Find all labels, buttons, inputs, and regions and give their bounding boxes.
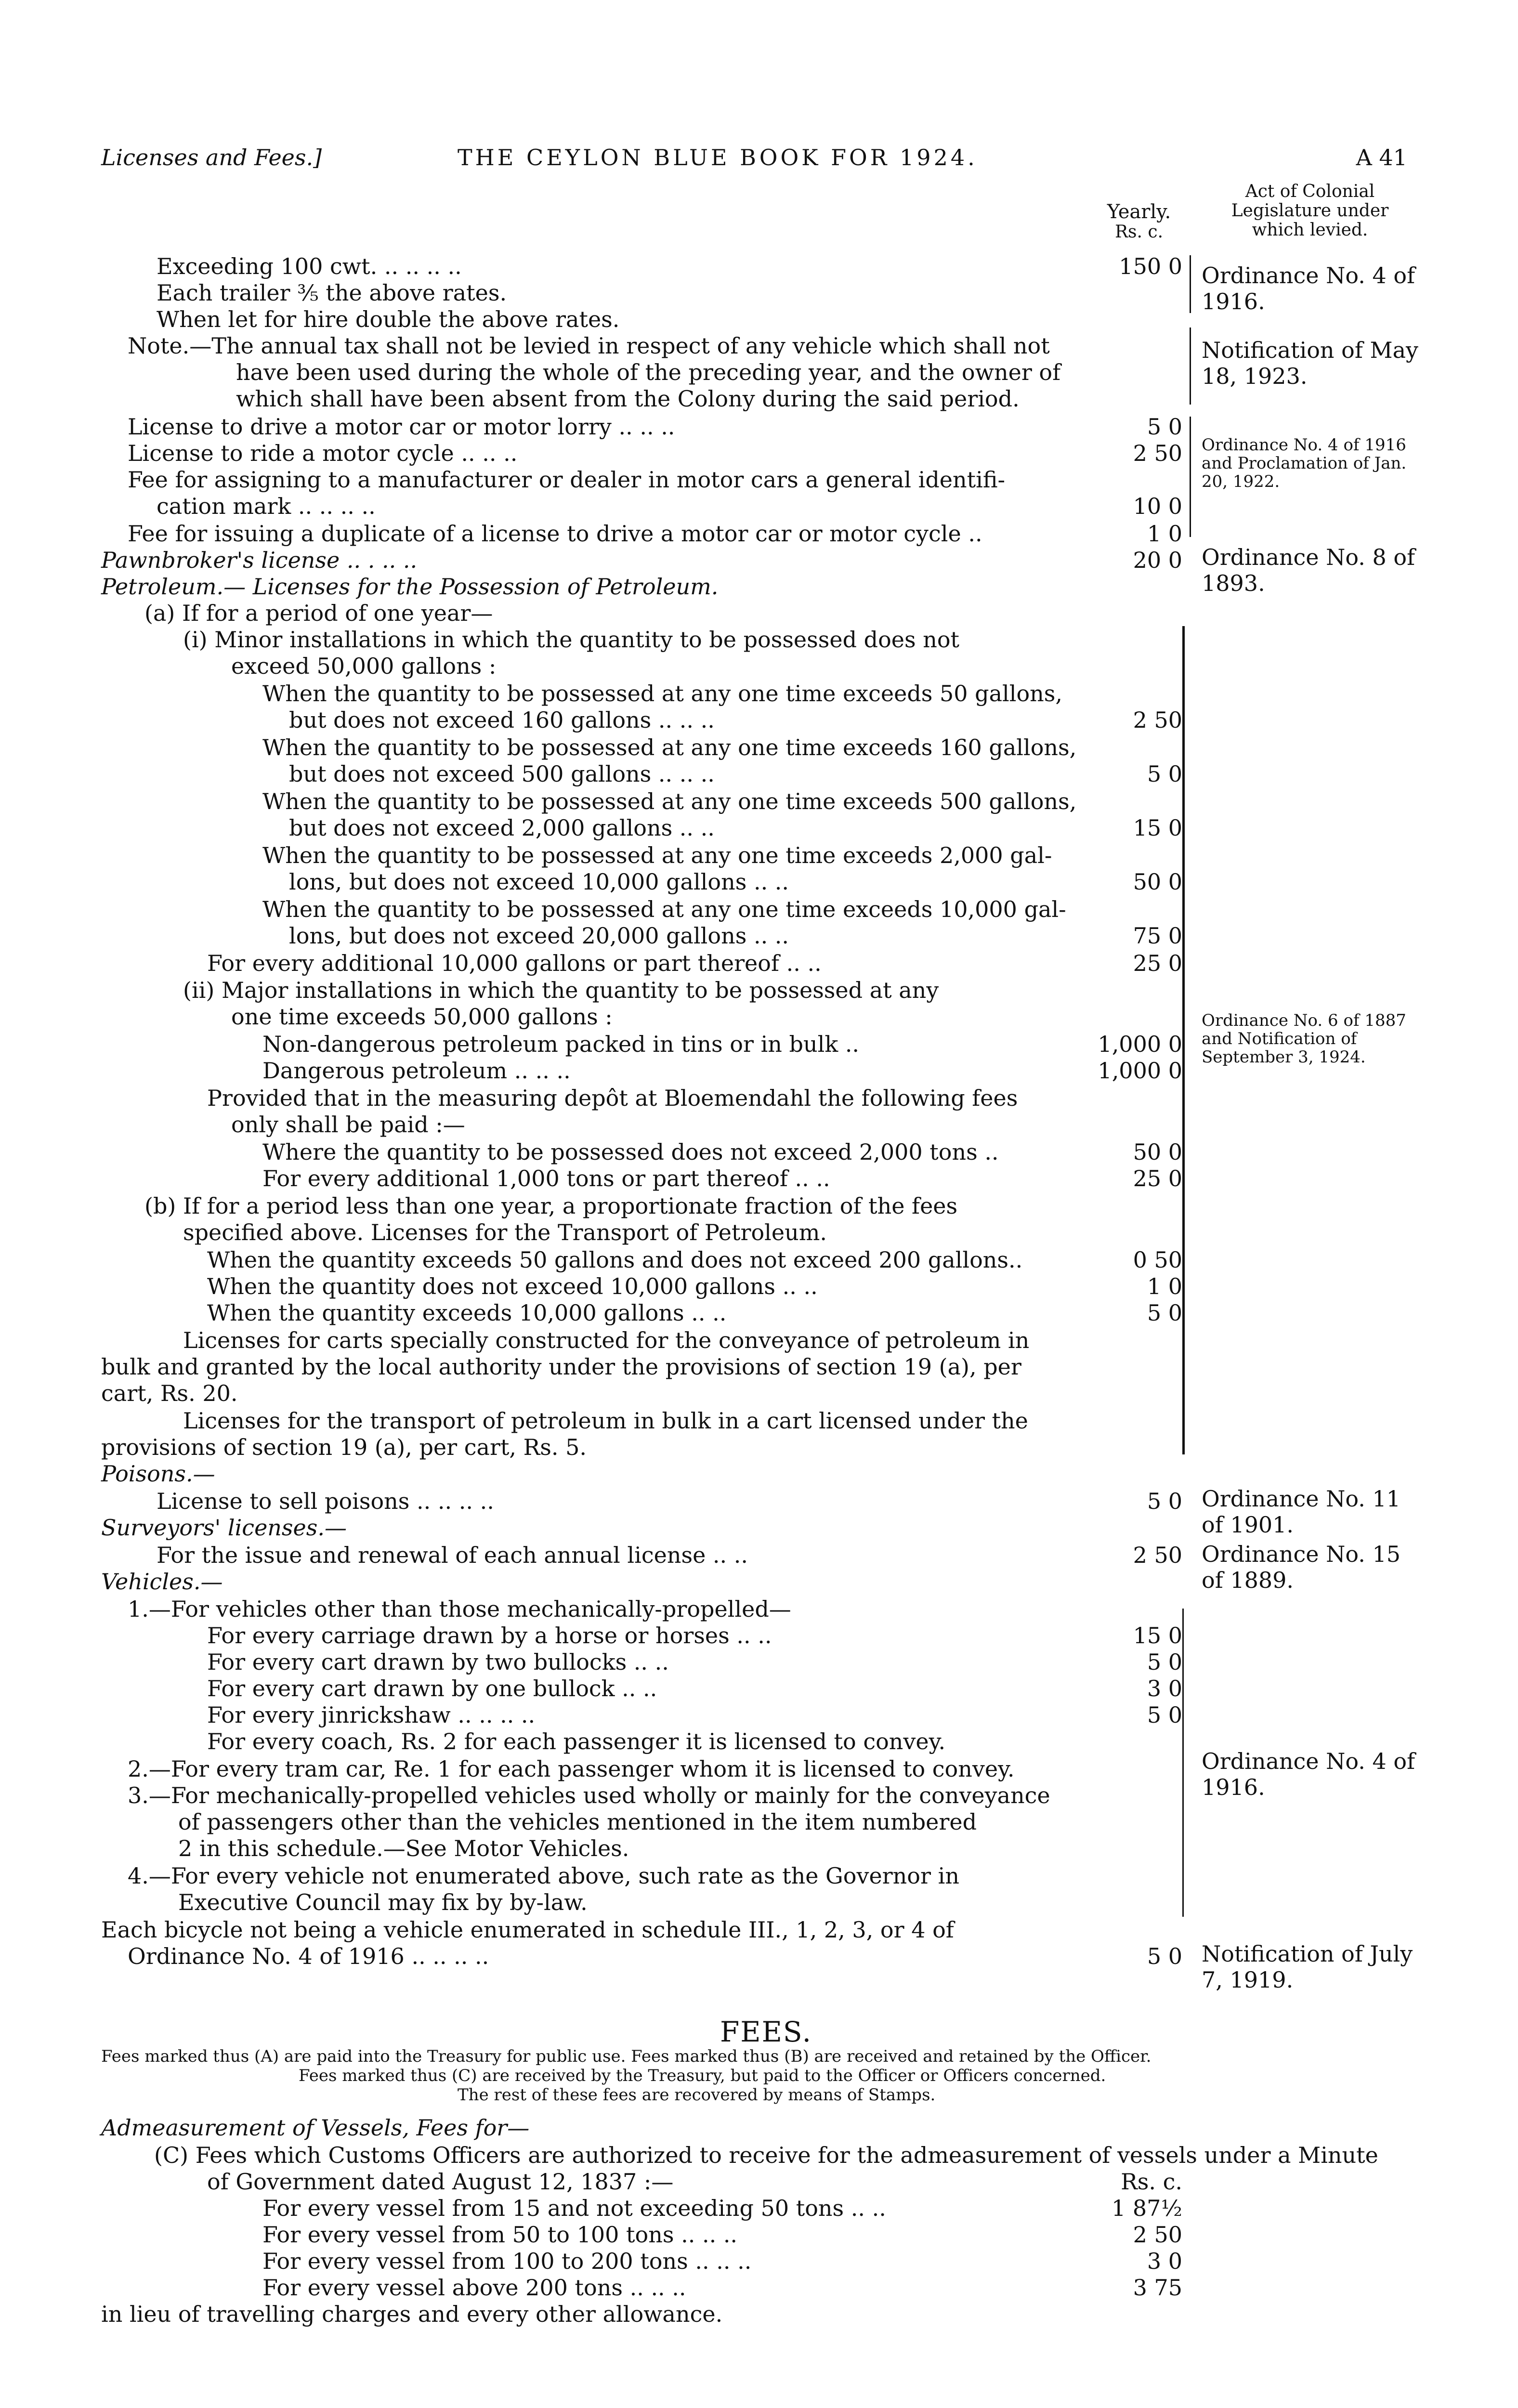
amount-value: 15 0 (1133, 1623, 1182, 1649)
amount-value: 15 0 (1133, 815, 1182, 841)
schedule-line: 2.—For every tram car, Re. 1 for each passenger whom it is licensed to convey. (128, 1756, 1015, 1782)
schedule-line: Fee for assigning to a manufacturer or dealer in motor cars a general identifi- (128, 467, 1006, 493)
amount-value: 1 0 (1147, 1273, 1182, 1299)
schedule-line: For every vessel from 15 and not exceeding 50 tons .. .. (262, 2195, 886, 2221)
schedule-line: 3.—For mechanically-propelled vehicles used wholly or mainly for the conveyance (128, 1782, 1050, 1808)
schedule-line: (b) If for a period less than one year, a proportionate fraction of the fees (144, 1193, 958, 1219)
schedule-line: For the issue and renewal of each annual license .. .. (157, 1542, 748, 1568)
schedule-line: of Government dated August 12, 1837 :— (207, 2169, 674, 2195)
amount-value: 50 0 (1133, 1139, 1182, 1165)
schedule-line: but does not exceed 2,000 gallons .. .. (289, 815, 715, 841)
schedule-line: When the quantity to be possessed at any one time exceeds 10,000 gal- (262, 896, 1066, 922)
page-number: A 41 (1356, 144, 1407, 170)
amount-value: 50 0 (1133, 869, 1182, 895)
schedule-line: When the quantity to be possessed at any one time exceeds 2,000 gal- (262, 842, 1052, 868)
column-heading-yearly: Yearly. (1107, 201, 1171, 223)
authority-citation: Ordinance No. 4 of 1916. (1202, 262, 1415, 314)
schedule-line: 1.—For vehicles other than those mechanically-propelled— (128, 1596, 791, 1622)
schedule-line: When the quantity does not exceed 10,000 gallons .. .. (207, 1273, 818, 1299)
schedule-line: Vehicles.— (101, 1569, 223, 1595)
amount-value: 75 0 (1133, 923, 1182, 949)
schedule-line: When the quantity to be possessed at any one time exceeds 50 gallons, (262, 681, 1062, 707)
schedule-line: For every vessel above 200 tons .. .. .. (262, 2275, 686, 2301)
schedule-line: Dangerous petroleum .. .. .. (262, 1058, 571, 1084)
authority-citation: Notification of July 7, 1919. (1202, 1941, 1413, 1993)
schedule-line: For every carriage drawn by a horse or horses .. .. (207, 1623, 772, 1649)
schedule-line: Each bicycle not being a vehicle enumerated in schedule III., 1, 2, 3, or 4 of (101, 1917, 954, 1943)
schedule-line: 2 in this schedule.—See Motor Vehicles. (178, 1835, 629, 1861)
authority-citation: Ordinance No. 6 of 1887 and Notification of September 3, 1924. (1202, 1011, 1406, 1067)
schedule-line: lons, but does not exceed 20,000 gallons .. .. (289, 923, 789, 949)
amount-value: 1 87½ (1111, 2195, 1182, 2221)
amount-value: 2 50 (1133, 1542, 1182, 1568)
schedule-line: but does not exceed 160 gallons .. .. .. (289, 707, 715, 733)
amount-value: 2 50 (1133, 707, 1182, 733)
schedule-line: For every jinrickshaw .. .. .. .. (207, 1702, 536, 1728)
running-header-left: Licenses and Fees.] (101, 144, 322, 170)
amount-value: 25 0 (1133, 1165, 1182, 1191)
schedule-line: For every cart drawn by one bullock .. .. (207, 1675, 657, 1701)
fees-note-line: Fees marked thus (A) are paid into the Treasury for public use. Fees marked thus (B) are received and retained by the Officer. (101, 2047, 1152, 2066)
schedule-line: which shall have been absent from the Colony during the said period. (236, 386, 1020, 412)
schedule-line: License to ride a motor cycle .. .. .. (128, 440, 518, 466)
schedule-line: For every coach, Rs. 2 for each passenger it is licensed to convey. (207, 1728, 946, 1754)
schedule-line: (ii) Major installations in which the quantity to be possessed at any (183, 977, 939, 1003)
bracket-proclamation-1922 (1190, 417, 1191, 537)
fees-note-line: The rest of these fees are recovered by means of Stamps. (458, 2085, 936, 2105)
schedule-line: For every vessel from 100 to 200 tons .. .. .. (262, 2248, 752, 2274)
bracket-rule-petroleum (1182, 626, 1185, 1454)
schedule-line: in lieu of travelling charges and every other allowance. (101, 2301, 723, 2327)
schedule-line: bulk and granted by the local authority under the provisions of section 19 (a), per (101, 1354, 1021, 1380)
schedule-line: have been used during the whole of the preceding year, and the owner of (236, 359, 1061, 385)
schedule-line: 4.—For every vehicle not enumerated above, such rate as the Governor in (128, 1863, 959, 1889)
schedule-line: (a) If for a period of one year— (144, 600, 493, 626)
amount-value: 5 0 (1147, 1488, 1182, 1514)
schedule-line: When the quantity exceeds 50 gallons and does not exceed 200 gallons.. (207, 1247, 1023, 1273)
schedule-line: Poisons.— (101, 1461, 215, 1487)
fees-heading: FEES. (720, 2015, 812, 2048)
running-header-title: THE CEYLON BLUE BOOK FOR 1924. (458, 144, 978, 170)
schedule-line: Note.—The annual tax shall not be levied in respect of any vehicle which shall not (128, 333, 1050, 359)
column-heading-currency: Rs. c. (1114, 222, 1164, 242)
schedule-line: cation mark .. .. .. .. (157, 493, 376, 519)
schedule-line: (C) Fees which Customs Officers are authorized to receive for the admeasurement of vessels under a Minute (154, 2142, 1378, 2168)
amount-value: 10 0 (1133, 493, 1182, 519)
amount-value: 5 0 (1147, 761, 1182, 787)
amount-value: 150 0 (1119, 253, 1182, 279)
schedule-line: exceed 50,000 gallons : (231, 653, 497, 679)
amount-value: 5 0 (1147, 414, 1182, 440)
schedule-line: For every vessel from 50 to 100 tons .. .. .. (262, 2222, 738, 2248)
schedule-line: lons, but does not exceed 10,000 gallons .. .. (289, 869, 789, 895)
schedule-line: Provided that in the measuring depôt at Bloemendahl the following fees (207, 1085, 1018, 1111)
schedule-line: cart, Rs. 20. (101, 1380, 238, 1406)
schedule-line: For every cart drawn by two bullocks .. .. (207, 1649, 669, 1675)
schedule-line: provisions of section 19 (a), per cart, Rs. 5. (101, 1434, 587, 1460)
authority-citation: Ordinance No. 4 of 1916 and Proclamation of Jan. 20, 1922. (1202, 435, 1407, 491)
schedule-line: Licenses for the transport of petroleum in bulk in a cart licensed under the (183, 1408, 1028, 1434)
amount-value: 0 50 (1133, 1247, 1182, 1273)
authority-citation: Ordinance No. 15 of 1889. (1202, 1541, 1401, 1593)
schedule-line: of passengers other than the vehicles mentioned in the item numbered (178, 1809, 977, 1835)
amount-value: 3 75 (1133, 2275, 1182, 2301)
schedule-line: Non-dangerous petroleum packed in tins or in bulk .. (262, 1031, 860, 1057)
bracket-ord-4-1916 (1190, 255, 1191, 313)
schedule-line: For every additional 10,000 gallons or part thereof .. .. (207, 950, 822, 976)
schedule-line: Surveyors' licenses.— (101, 1515, 347, 1541)
schedule-line: Pawnbroker's license .. . .. .. (101, 547, 418, 573)
schedule-line: License to sell poisons .. .. .. .. (157, 1488, 494, 1514)
bracket-rule-vehicles (1182, 1609, 1184, 1917)
schedule-line: Executive Council may fix by by-law. (178, 1889, 588, 1915)
schedule-line: When let for hire double the above rates. (157, 306, 620, 332)
amount-value: 3 0 (1147, 1675, 1182, 1701)
schedule-line: Each trailer ⅗ the above rates. (157, 280, 507, 306)
schedule-line: Petroleum.— Licenses for the Possession of Petroleum. (101, 574, 719, 600)
schedule-line: one time exceeds 50,000 gallons : (231, 1004, 613, 1030)
schedule-line: When the quantity exceeds 10,000 gallons .. .. (207, 1300, 727, 1326)
schedule-line: Admeasurement of Vessels, Fees for— (101, 2115, 530, 2141)
amount-value: Rs. c. (1121, 2169, 1182, 2195)
amount-value: 5 0 (1147, 1702, 1182, 1728)
fees-note-line: Fees marked thus (C) are received by the Treasury, but paid to the Officer or Officers concerned. (299, 2066, 1106, 2085)
amount-value: 5 0 (1147, 1943, 1182, 1969)
schedule-line: When the quantity to be possessed at any one time exceeds 500 gallons, (262, 788, 1077, 814)
amount-value: 2 50 (1133, 2222, 1182, 2248)
authority-citation: Ordinance No. 8 of 1893. (1202, 544, 1415, 596)
authority-citation: Ordinance No. 4 of 1916. (1202, 1748, 1415, 1800)
schedule-line: Exceeding 100 cwt. .. .. .. .. (157, 253, 462, 279)
amount-value: 2 50 (1133, 440, 1182, 466)
authority-citation: Ordinance No. 11 of 1901. (1202, 1486, 1401, 1538)
amount-value: 1,000 0 (1098, 1058, 1182, 1084)
amount-value: 25 0 (1133, 950, 1182, 976)
schedule-line: but does not exceed 500 gallons .. .. .. (289, 761, 715, 787)
schedule-line: specified above. Licenses for the Transport of Petroleum. (183, 1219, 827, 1245)
schedule-line: When the quantity to be possessed at any one time exceeds 160 gallons, (262, 734, 1077, 760)
amount-value: 20 0 (1133, 547, 1182, 573)
schedule-line: Licenses for carts specially constructed for the conveyance of petroleum in (183, 1327, 1030, 1353)
bracket-notification-1923 (1190, 327, 1191, 405)
amount-value: 3 0 (1147, 2248, 1182, 2274)
schedule-line: License to drive a motor car or motor lorry .. .. .. (128, 414, 675, 440)
schedule-line: Ordinance No. 4 of 1916 .. .. .. .. (128, 1943, 489, 1969)
schedule-line: Where the quantity to be possessed does not exceed 2,000 tons .. (262, 1139, 999, 1165)
schedule-line: (i) Minor installations in which the quantity to be possessed does not (183, 627, 960, 653)
amount-value: 5 0 (1147, 1649, 1182, 1675)
schedule-line: Fee for issuing a duplicate of a license to drive a motor car or motor cycle .. (128, 521, 982, 547)
authority-citation: Notification of May 18, 1923. (1202, 337, 1419, 389)
schedule-line: only shall be paid :— (231, 1112, 465, 1138)
amount-value: 1,000 0 (1098, 1031, 1182, 1057)
amount-value: 1 0 (1147, 521, 1182, 547)
schedule-line: For every additional 1,000 tons or part thereof .. .. (262, 1165, 830, 1191)
amount-value: 5 0 (1147, 1300, 1182, 1326)
column-heading-act: Act of Colonial Legislature under which levied. (1231, 182, 1389, 240)
